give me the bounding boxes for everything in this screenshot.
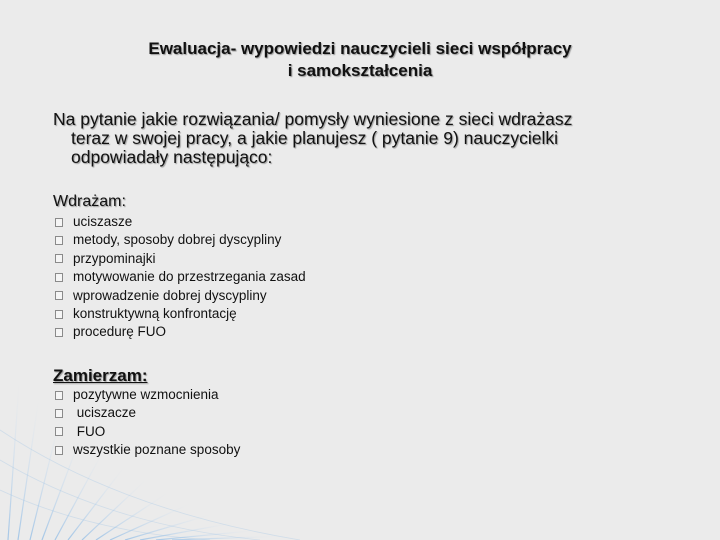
checkbox-square-icon (55, 310, 63, 319)
checkbox-square-icon (55, 273, 63, 282)
intro-paragraph (53, 110, 673, 167)
list-item: uciszasze (55, 213, 306, 231)
list-item: wszystkie poznane sposoby (55, 441, 240, 459)
list-item: uciszacze (55, 404, 240, 422)
list-item: FUO (55, 423, 240, 441)
intro-line-3: odpowiadały następująco: (71, 147, 273, 167)
list-item: konstruktywną konfrontację (55, 305, 306, 323)
section-heading-planning: Zamierzam: (53, 366, 148, 385)
checkbox-square-icon (55, 391, 63, 400)
list-item: przypominajki (55, 250, 306, 268)
intro-line-2: teraz w swojej pracy, a jakie planujesz ( pytanie 9) nauczycielki (71, 128, 558, 148)
checkbox-square-icon (55, 427, 63, 436)
checkbox-square-icon (55, 218, 63, 227)
checkbox-square-icon (55, 446, 63, 455)
checkbox-square-icon (55, 328, 63, 337)
planning-list (55, 386, 240, 460)
title-line-1: Ewaluacja- wypowiedzi nauczycieli sieci współpracy (148, 39, 572, 58)
list-item: procedurę FUO (55, 323, 306, 341)
title-line-2: i samokształcenia (287, 61, 433, 80)
checkbox-square-icon (55, 409, 63, 418)
page-title (80, 38, 640, 82)
list-item: pozytywne wzmocnienia (55, 386, 240, 404)
checkbox-square-icon (55, 254, 63, 263)
checkbox-square-icon (55, 291, 63, 300)
intro-line-1: Na pytanie jakie rozwiązania/ pomysły wyniesione z sieci wdrażasz (53, 109, 573, 129)
implementing-list (55, 213, 306, 342)
section-heading-implementing: Wdrażam: (53, 193, 126, 210)
list-item: motywowanie do przestrzegania zasad (55, 268, 306, 286)
checkbox-square-icon (55, 236, 63, 245)
list-item: metody, sposoby dobrej dyscypliny (55, 231, 306, 249)
list-item: wprowadzenie dobrej dyscypliny (55, 287, 306, 305)
